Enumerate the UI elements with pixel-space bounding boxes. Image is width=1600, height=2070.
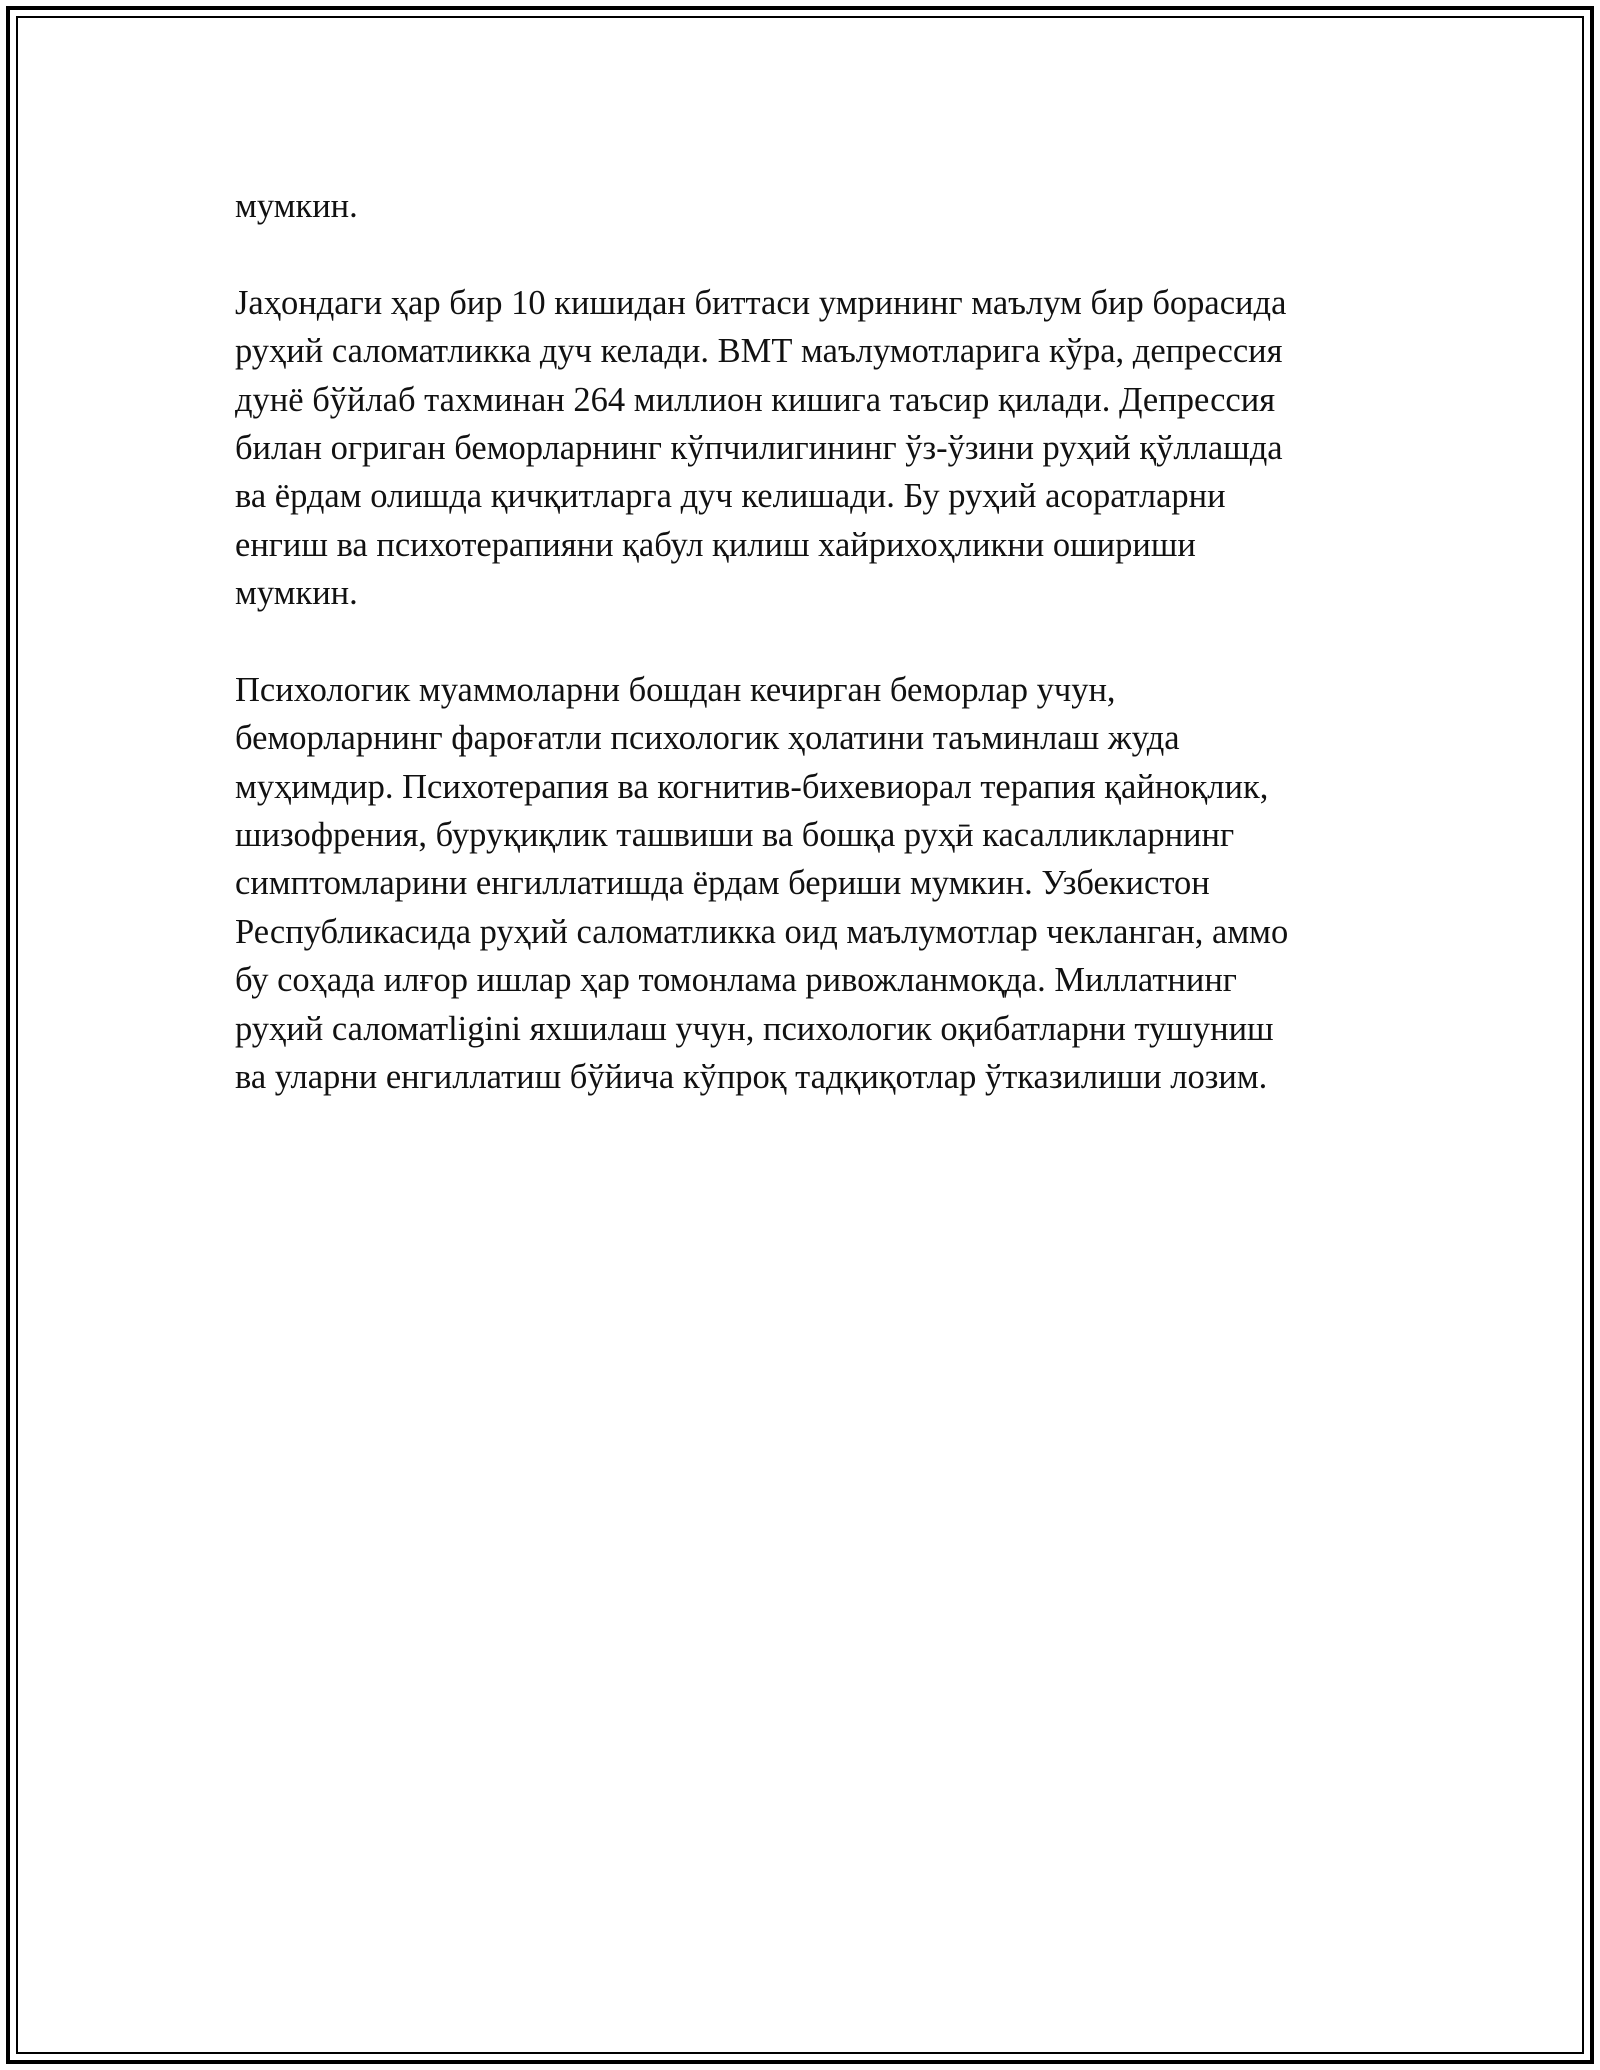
text-line: Республикасида руҳий саломатликка оид маълумотлар чекланган, аммо bbox=[235, 912, 1289, 951]
text-line: Психологик муаммоларни бошдан кечирган беморлар учун, bbox=[235, 670, 1116, 709]
text-line: ва ёрдам олишда қичқитларга дуч келишади. Бу руҳий асоратларни bbox=[235, 477, 1226, 516]
text-line: Jаҳондаги ҳар бир 10 кишидан биттаси умрининг маълум бир борасида bbox=[235, 283, 1287, 322]
text-line: билан огриган беморларнинг кўпчилигининг ўз-ўзини руҳий қўллашда bbox=[235, 428, 1283, 467]
text-line: енгиш ва психотерапияни қабул қилиш хайрихоҳликни ошириши bbox=[235, 525, 1196, 564]
text-line: мумкин. bbox=[235, 187, 358, 225]
text-line: беморларнинг фароғатли психологик ҳолатини таъминлаш жуда bbox=[235, 719, 1180, 758]
text-line: бу соҳада илғор ишлар ҳар томонлама ривожланмоқда. Миллатнинг bbox=[235, 961, 1237, 1000]
text-line: руҳий саломатликка дуч келади. ВМТ маълумотларига кўра, депрессия bbox=[235, 332, 1283, 371]
text-line: симптомларини енгиллатишда ёрдам бериши мумкин. Узбекистон bbox=[235, 864, 1210, 903]
paragraph-statistics bbox=[235, 279, 1415, 618]
text-line: ва уларни енгиллатиш бўйича кўпроқ тадқиқотлар ўтказилиши лозим. bbox=[235, 1058, 1268, 1097]
document-body bbox=[235, 182, 1415, 1150]
text-line: мумкин. bbox=[235, 574, 358, 613]
text-line: руҳий саломатligini яхшилаш учун, психологик оқибатларни тушуниш bbox=[235, 1009, 1274, 1048]
text-line: муҳимдир. Психотерапия ва когнитив-бихевиорал терапия қайноқлик, bbox=[235, 767, 1269, 806]
text-line: шизофрения, буруқиқлик ташвиши ва бошқа руҳӣ касалликларнинг bbox=[235, 816, 1235, 855]
paragraph-psychotherapy bbox=[235, 666, 1415, 1102]
paragraph-continuation bbox=[235, 182, 1415, 230]
text-line: дунё бўйлаб тахминан 264 миллион кишига таъсир қилади. Депрессия bbox=[235, 380, 1276, 419]
